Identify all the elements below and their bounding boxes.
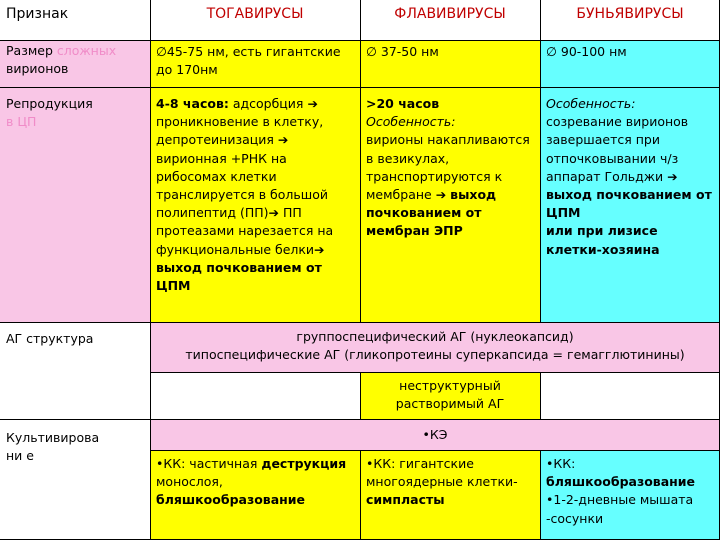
toga-reproduction — [150, 87, 360, 322]
header-flaviviruses: ФЛАВИВИРУСЫ — [360, 0, 540, 40]
toga-repro-step1: адсорбция — [228, 96, 308, 111]
toga-cultivation — [150, 450, 360, 540]
label-repro-part2: в ЦП — [6, 114, 37, 130]
nonstruct-line2: растворимый АГ — [395, 396, 505, 412]
toga-repro-step4: ПП протеазами нарезается на функциональные белки — [156, 205, 334, 257]
flavi-reproduction — [360, 87, 540, 322]
bunya-repro-desc: созревание вирионов завершается при отпочковывании ч/з аппарат Гольджи — [546, 114, 689, 184]
bunya-cult-a: •КК: — [546, 456, 576, 471]
flavi-repro-feature: Особенность: — [366, 114, 456, 130]
arrow-icon: ➔ — [314, 241, 325, 257]
bunya-cult-mice: •1-2-дневные мышата -сосунки — [546, 492, 694, 526]
bunya-cult-plaque: бляшкообразование — [546, 474, 696, 490]
toga-size: ∅45-75 нм, есть гигантские до 170нм — [150, 40, 360, 87]
flavi-repro-exit: выход почкованием от мембран ЭПР — [366, 187, 497, 239]
toga-repro-step3: вирионная +РНК на рибосомах клетки транслируется в большой полипептид (ПП) — [156, 150, 328, 221]
toga-cult-a: •КК: частичная — [156, 456, 262, 471]
flavi-cult-symplast: симпласты — [366, 492, 445, 508]
bunya-reproduction — [540, 87, 720, 322]
header-feature: Признак — [0, 0, 150, 40]
arrow-icon: ➔ — [277, 132, 289, 148]
bunya-cultivation — [540, 450, 720, 540]
flavi-nonstructural-ag — [360, 372, 540, 419]
ag-structure-shared — [150, 322, 720, 372]
bunya-size: ∅ 90-100 нм — [540, 40, 720, 87]
label-ag-structure: АГ структура — [0, 322, 150, 372]
toga-cult-c: монослоя, — [156, 474, 223, 490]
arrow-icon: ➔ — [667, 168, 678, 184]
cultivation-ke: •КЭ — [150, 419, 720, 450]
label-size-part2: вирионов — [6, 61, 69, 77]
label-virion-size — [0, 40, 150, 87]
flavi-repro-time: >20 часов — [366, 96, 440, 111]
toga-cult-destruction: деструкция — [261, 456, 347, 471]
flavi-cult-a: •КК: гигантские многоядерные клетки- — [366, 456, 518, 490]
label-size-faded: сложных — [56, 43, 117, 58]
flavi-cultivation — [360, 450, 540, 540]
header-bunyaviruses: БУНЬЯВИРУСЫ — [540, 0, 720, 40]
spacer-right — [540, 372, 720, 419]
bunya-repro-feature: Особенность: — [546, 96, 636, 111]
flavi-size: ∅ 37-50 нм — [360, 40, 540, 87]
flavi-repro-desc: вирионы накапливаются в везикулах, транспортируются к мембране — [366, 132, 530, 203]
toga-cult-plaque: бляшкообразование — [156, 492, 306, 508]
nonstruct-line1: неструктурный — [399, 378, 501, 393]
label-size-part1: Размер — [6, 43, 57, 58]
toga-repro-step2: проникновение в клетку, депротеинизация — [156, 114, 324, 148]
header-togaviruses: ТОГАВИРУСЫ — [150, 0, 360, 40]
bunya-repro-exit: выход почкованием от ЦПМ — [546, 187, 712, 221]
label-cultivation: Культивировани е — [0, 419, 150, 540]
spacer-left — [0, 372, 360, 419]
arrow-icon: ➔ — [435, 187, 447, 203]
ag-group-specific: группоспецифический АГ (нуклеокапсид) — [296, 329, 574, 344]
label-reproduction — [0, 87, 150, 322]
label-repro-part1: Репродукция — [6, 96, 93, 111]
bunya-repro-lysis: или при лизисе клетки-хозяина — [546, 223, 660, 257]
toga-repro-exit: выход почкованием от ЦПМ — [156, 259, 322, 294]
arrow-icon: ➔ — [307, 96, 318, 111]
ag-type-specific: типоспецифические АГ (гликопротеины суперкапсида = гемагглютинины) — [185, 347, 685, 363]
arrow-icon: ➔ — [268, 205, 280, 221]
toga-repro-time: 4-8 часов: — [156, 96, 229, 111]
